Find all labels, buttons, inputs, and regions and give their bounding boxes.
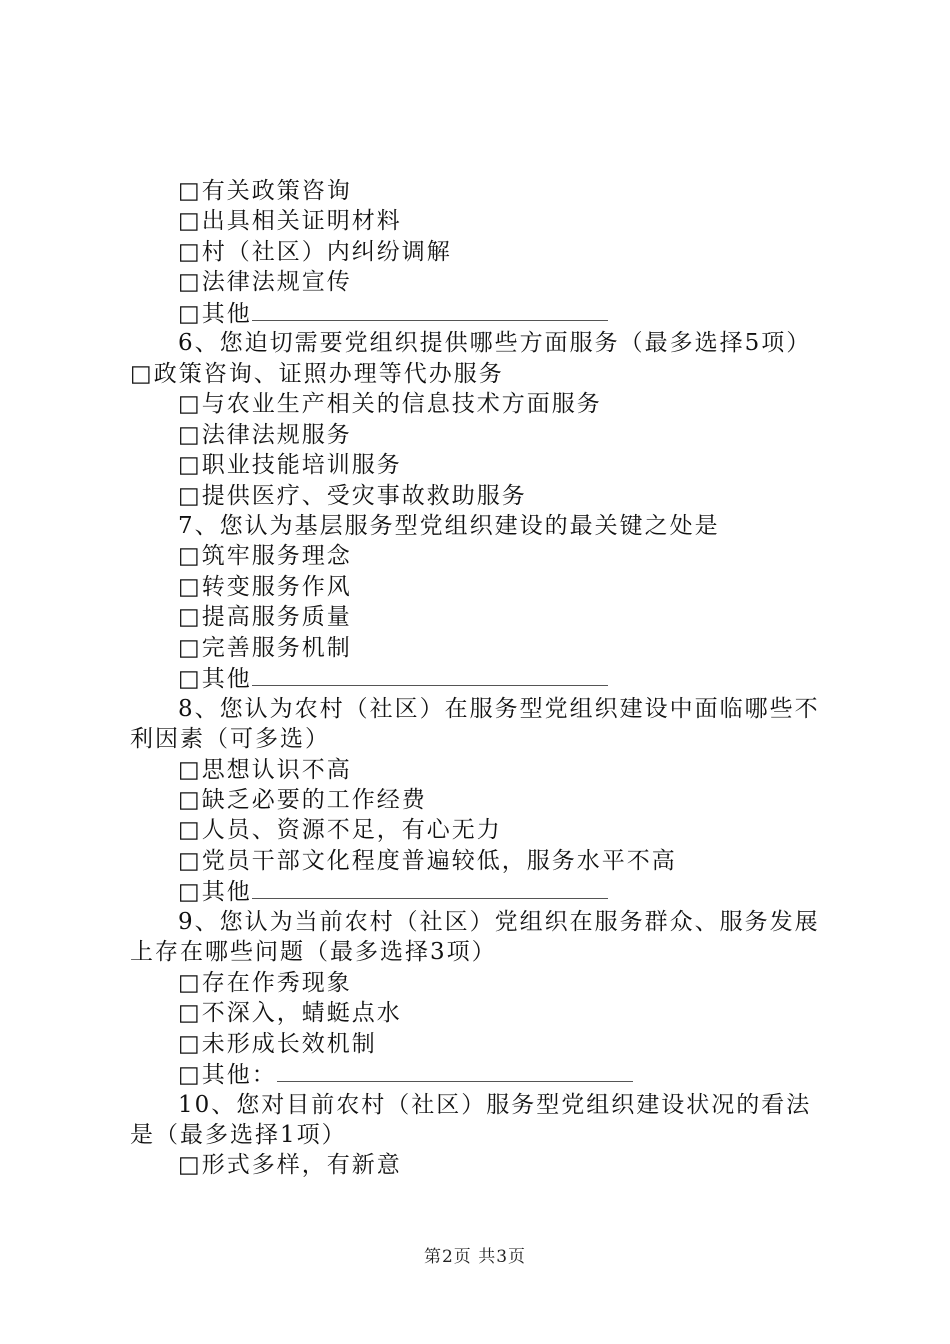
line-text: □提高服务质量 (178, 604, 352, 631)
question-continuation (130, 724, 830, 754)
line-text: □其他 (178, 666, 252, 693)
option-line (178, 815, 878, 845)
line-text: □法律法规服务 (178, 421, 352, 448)
option-line (178, 541, 878, 571)
line-text: □其他 (178, 879, 252, 906)
line-text: □有关政策咨询 (178, 178, 352, 204)
option-line (178, 968, 878, 998)
line-text: □人员、资源不足，有心无力 (178, 817, 502, 844)
line-text: □缺乏必要的工作经费 (178, 787, 427, 813)
line-text: □职业技能培训服务 (178, 452, 402, 479)
option-line (178, 481, 878, 511)
fill-in-blank (252, 876, 608, 899)
line-text: □其他 (178, 300, 252, 327)
option-line (178, 1150, 878, 1180)
option-line (178, 267, 878, 297)
option-line (178, 298, 878, 328)
option-line (178, 206, 878, 236)
option-line (130, 359, 830, 389)
question-continuation (130, 937, 830, 967)
line-text: □形式多样，有新意 (178, 1152, 402, 1179)
option-line (178, 572, 878, 602)
option-line (178, 785, 878, 815)
line-text: □转变服务作风 (178, 573, 352, 600)
option-line (178, 846, 878, 876)
line-text: 是（最多选择1项） (130, 1121, 347, 1148)
line-text: 6、您迫切需要党组织提供哪些方面服务（最多选择5项） (178, 330, 812, 357)
line-text: □不深入，蜻蜓点水 (178, 1000, 402, 1027)
question-text (178, 907, 878, 937)
option-line (178, 450, 878, 480)
fill-in-blank (252, 663, 608, 686)
line-text: □党员干部文化程度普遍较低，服务水平不高 (178, 847, 677, 874)
option-line (178, 176, 878, 206)
line-text: 利因素（可多选） (130, 726, 330, 753)
option-line (178, 237, 878, 267)
option-line (178, 755, 878, 785)
line-text: □筑牢服务理念 (178, 543, 352, 570)
line-text: □与农业生产相关的信息技术方面服务 (178, 391, 602, 418)
line-text: □出具相关证明材料 (178, 208, 402, 235)
question-text (178, 328, 878, 358)
option-line (178, 389, 878, 419)
line-text: □完善服务机制 (178, 634, 352, 661)
line-text: □未形成长效机制 (178, 1030, 377, 1057)
line-text: □村（社区）内纠纷调解 (178, 238, 452, 265)
line-text: □思想认识不高 (178, 756, 352, 783)
line-text: 8、您认为农村（社区）在服务型党组织建设中面临哪些不 (178, 695, 820, 722)
question-text (178, 1090, 878, 1120)
question-text (178, 511, 878, 541)
fill-in-blank (277, 1059, 633, 1082)
line-text: □存在作秀现象 (178, 969, 352, 996)
line-text: 10、您对目前农村（社区）服务型党组织建设状况的看法 (178, 1091, 812, 1118)
option-line (178, 420, 878, 450)
page-footer: 第2页 共3页 (423, 1247, 527, 1267)
option-line (178, 1059, 878, 1089)
line-text: 7、您认为基层服务型党组织建设的最关键之处是 (178, 512, 720, 539)
line-text: 上存在哪些问题（最多选择3项） (130, 939, 497, 966)
line-text: □提供医疗、受灾事故救助服务 (178, 482, 527, 509)
option-line (178, 602, 878, 632)
option-line (178, 633, 878, 663)
option-line (178, 998, 878, 1028)
line-text: 9、您认为当前农村（社区）党组织在服务群众、服务发展 (178, 908, 820, 935)
question-continuation (130, 1120, 830, 1150)
fill-in-blank (252, 298, 608, 321)
line-text: □法律法规宣传 (178, 269, 352, 296)
option-line (178, 1029, 878, 1059)
option-line (178, 663, 878, 693)
question-text (178, 694, 878, 724)
option-line (178, 876, 878, 906)
line-text: □其他： (178, 1062, 277, 1089)
line-text: □政策咨询、证照办理等代办服务 (130, 360, 504, 387)
